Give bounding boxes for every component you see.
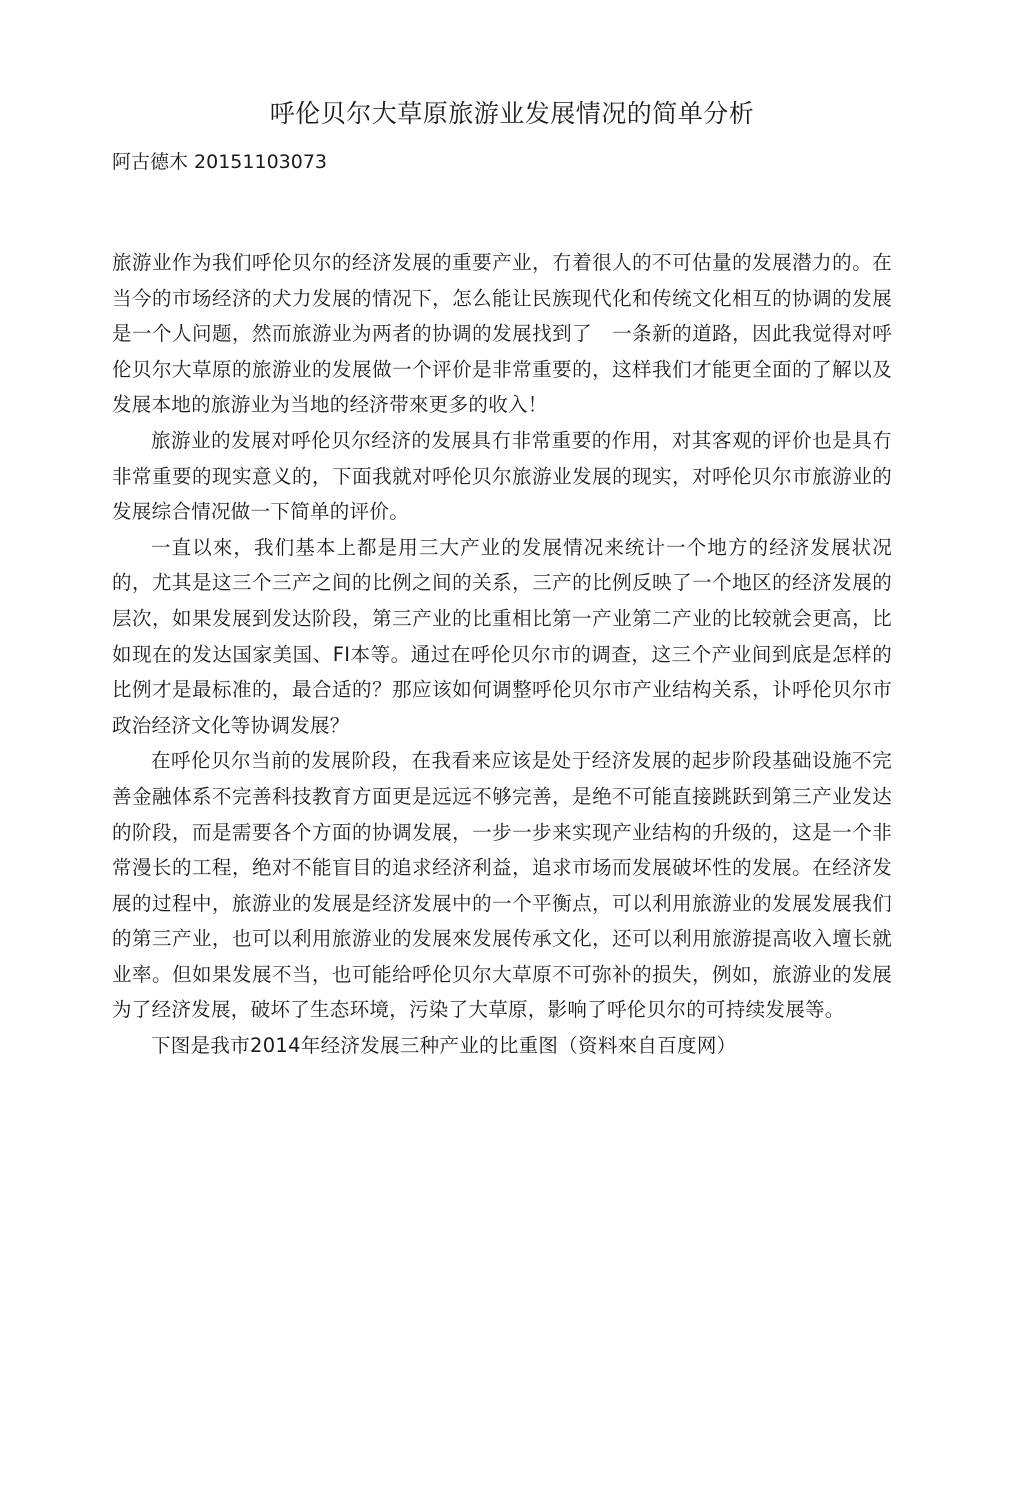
paragraph-importance: 旅游业的发展对呼伦贝尔经济的发展具冇非常重要的作用，对其客观的评价也是具冇非常重要的现实意义的，下面我就对呼伦贝尔旅游业发展的现实，对呼伦贝尔市旅游业的发展综合情况做一下简单的评价。	[112, 428, 892, 524]
document-body	[112, 245, 892, 1064]
paragraph-development-stage: 在呼伦贝尔当前的发展阶段，在我看来应该是处于经济发展的起步阶段基础设施不完善金融体系不完善科技教育方面更是远远不够完善，是绝不可能直接跳跃到第三产业发达的阶段，而是需要各个方面的协调发展，一步一步来实现产业结构的升级的，这是一个非常漫长的工程，绝对不能盲目的追求经济利益，追求市场而发展破坏性的发展。在经济发展的过程中，旅游业的发展是经济发展中的一个平衡点，可以利用旅游业的发展发展我们的第三产业，也可以利用旅游业的发展來发展传承文化，还可以利用旅游提高收入壇长就业率。但如果发展不当，也可能给呼伦贝尔大草原不可弥补的损失，例如，旅游业的发展为了经济发展，破坏了生态环境，污染了大草原，影响了呼伦贝尔的可持续发展等。	[112, 749, 892, 1022]
paragraph-figure-caption: 下图是我市2014年经济发展三种产业的比重图（资料來自百度网）	[151, 1034, 737, 1058]
author-line: 阿古德木 20151103073	[112, 151, 328, 173]
paragraph-intro: 旅游业作为我们呼伦贝尔的经济发展的重要产业，冇着很人的不可估量的发展潜力的。在当今的市场经济的犬力发展的情况下，怎么能让民族现代化和传统文化相互的协调的发展是一个人问题，然而旅游业为两者的协调的发展找到了 一条新的道路，因此我觉得对呼伦贝尔大草原的旅游业的发展做一个评价是非常重要的，这样我们才能更全面的了解以及发展本地的旅游业为当地的经济带來更多的收入！	[112, 251, 892, 417]
document-title: 呼伦贝尔大草原旅游业发展情况的简单分析	[269, 99, 755, 128]
paragraph-industry-structure: 一直以來，我们基本上都是用三大产业的发展情况来统计一个地方的经济发展状况的，尤其是这三个三产之间的比例之间的关系，三产的比例反映了一个地区的经济发展的层次，如果发展到发达阶段，第三产业的比重相比第一产业第二产业的比较就会更高，比如现在的发达国家美国、FI本等。通过在呼伦贝尔市的调查，这三个产业间到底是怎样的比例才是最标准的，最合适的？那应该如何调整呼伦贝尔市产业结构关系，讣呼伦贝尔市政治经济文化等协调发展？	[112, 535, 892, 737]
